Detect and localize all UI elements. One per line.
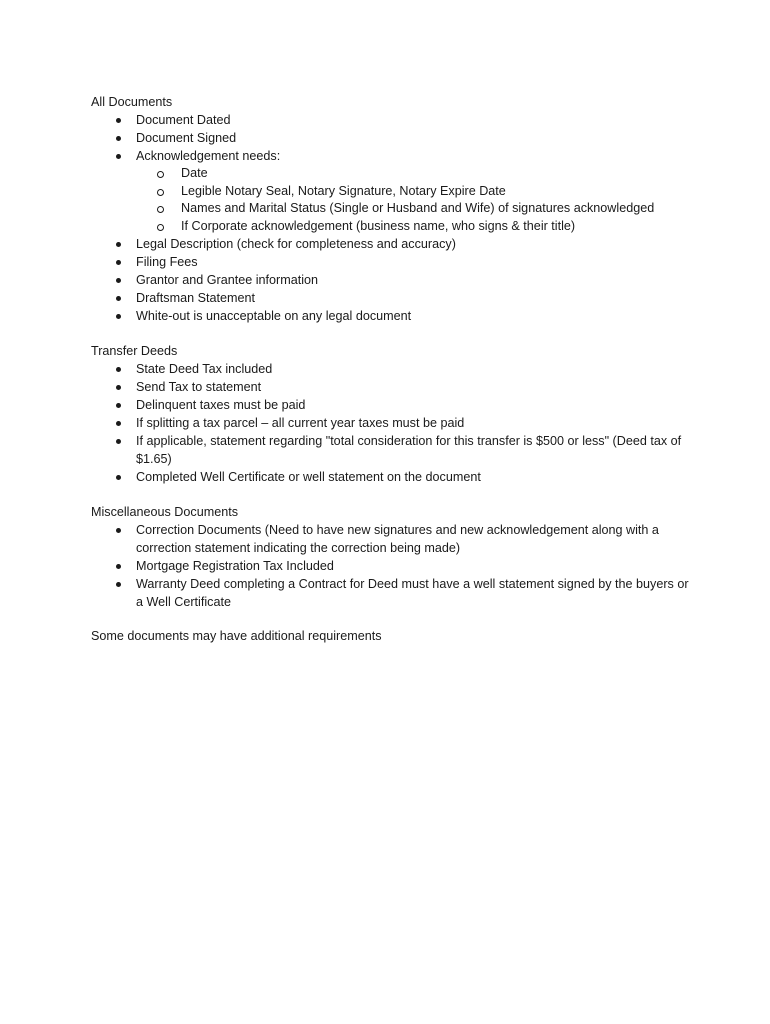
list-item-text: Send Tax to statement	[136, 380, 262, 394]
section-all-documents	[91, 93, 691, 325]
section-heading: All Documents	[91, 95, 173, 109]
list-item-text: Mortgage Registration Tax Included	[136, 559, 334, 573]
list-item-text: If splitting a tax parcel – all current year taxes must be paid	[136, 416, 465, 430]
list-item-text: Draftsman Statement	[136, 291, 255, 305]
bullet-icon	[116, 260, 121, 265]
bullet-icon	[116, 475, 121, 480]
list-item	[91, 360, 691, 378]
list-item-text: Grantor and Grantee information	[136, 273, 319, 287]
section-footer-note	[91, 627, 691, 645]
circle-bullet-icon	[157, 206, 164, 213]
bullet-icon	[116, 385, 121, 390]
list-item	[91, 396, 691, 414]
bullet-icon	[116, 242, 121, 247]
list-item	[91, 289, 691, 307]
circle-bullet-icon	[157, 189, 164, 196]
list-item-text: Acknowledgement needs:	[136, 149, 281, 163]
section-miscellaneous-documents	[91, 503, 691, 611]
bullet-icon	[116, 528, 121, 533]
list-item	[91, 468, 691, 486]
bullet-icon	[116, 296, 121, 301]
bullet-icon	[116, 278, 121, 283]
list-item	[91, 253, 691, 271]
section-heading: Miscellaneous Documents	[91, 505, 238, 519]
list-item-text: White-out is unacceptable on any legal document	[136, 309, 412, 323]
list-item-text: Legal Description (check for completeness and accuracy)	[136, 237, 456, 251]
bullet-list	[91, 111, 691, 165]
list-item-text: Correction Documents (Need to have new signatures and new acknowledgement along with a correction statement indicating the correction being made)	[136, 523, 659, 555]
bullet-icon	[116, 582, 121, 587]
list-item	[91, 378, 691, 396]
list-item	[91, 271, 691, 289]
bullet-list	[91, 360, 691, 486]
bullet-icon	[116, 367, 121, 372]
bullet-icon	[116, 564, 121, 569]
section-transfer-deeds	[91, 342, 691, 486]
bullet-icon	[116, 403, 121, 408]
circle-bullet-icon	[157, 224, 164, 231]
sub-list-item	[91, 183, 691, 201]
list-item	[91, 414, 691, 432]
list-item	[91, 557, 691, 575]
sub-list-item-text: Date	[181, 166, 208, 180]
circle-bullet-icon	[157, 171, 164, 178]
bullet-icon	[116, 314, 121, 319]
list-item-text: State Deed Tax included	[136, 362, 273, 376]
bullet-list	[91, 521, 691, 611]
bullet-icon	[116, 439, 121, 444]
list-item	[91, 575, 691, 611]
sub-list-item	[91, 218, 691, 236]
list-item	[91, 111, 691, 129]
sub-list	[91, 165, 691, 235]
sub-list-item	[91, 165, 691, 183]
list-item-text: Filing Fees	[136, 255, 198, 269]
list-item	[91, 307, 691, 325]
bullet-icon	[116, 136, 121, 141]
list-item	[91, 432, 691, 468]
list-item-text: Delinquent taxes must be paid	[136, 398, 306, 412]
sub-list-item-text: Legible Notary Seal, Notary Signature, Notary Expire Date	[181, 183, 506, 198]
list-item	[91, 235, 691, 253]
list-item-text: Completed Well Certificate or well statement on the document	[136, 470, 481, 484]
bullet-list	[91, 235, 691, 325]
list-item-text: Document Signed	[136, 131, 237, 145]
bullet-icon	[116, 154, 121, 159]
list-item	[91, 147, 691, 165]
bullet-icon	[116, 421, 121, 426]
list-item-text: Warranty Deed completing a Contract for Deed must have a well statement signed by the buyers or a Well Certificate	[136, 577, 689, 609]
list-item	[91, 129, 691, 147]
sub-list-item	[91, 200, 691, 218]
bullet-icon	[116, 118, 121, 123]
list-item-text: Document Dated	[136, 113, 231, 127]
list-item-text: If applicable, statement regarding "total consideration for this transfer is $500 or less" (Deed tax of $1.65)	[136, 434, 682, 466]
list-item	[91, 521, 691, 557]
footer-note: Some documents may have additional requirements	[91, 629, 382, 643]
sub-list-item-text: Names and Marital Status (Single or Husband and Wife) of signatures acknowledged	[181, 201, 655, 215]
sub-list-item-text: If Corporate acknowledgement (business name, who signs & their title)	[181, 218, 576, 233]
section-heading: Transfer Deeds	[91, 344, 178, 358]
